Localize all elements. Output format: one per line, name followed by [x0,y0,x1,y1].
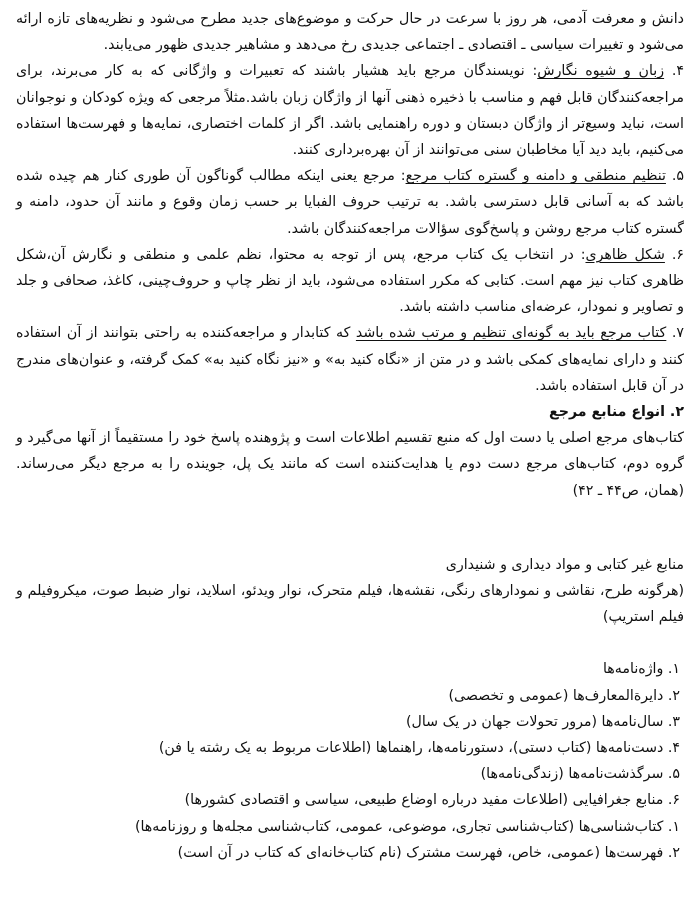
list-item: ۱. کتاب‌شناسی‌ها (کتاب‌شناسی تجاری، موضوعی، عمومی، کتاب‌شناسی مجله‌ها و روزنامه‌ها) [134,818,680,835]
item-text: که کتابدار و مراجعه‌کننده به راحتی بتوانند از آن استفاده کنند و دارای نمایه‌های کمکی باشد و در متن از «نگاه کنید به» و «نیز نگاه کنید به» کمک گرفته، و عنوان‌های مندرج در آن قابل استفاده باشد. [16,325,684,394]
item-number: ۷. [666,325,684,342]
list-item: ۵. سرگذشت‌نامه‌ها (زندگی‌نامه‌ها) [480,766,680,783]
section-heading: ۲. انواع منابع مرجع [549,404,684,421]
list-item: ۳. سال‌نامه‌ها (مرور تحولات جهان در یک سال) [406,713,680,730]
blank-space [16,630,684,656]
list-item: ۲. فهرست‌ها (عمومی، خاص، فهرست مشترک (نام کتاب‌خانه‌ای که کتاب در آن است) [177,844,680,861]
list-item: ۴. دست‌نامه‌ها (کتاب دستی)، دستورنامه‌ها، راهنماها (اطلاعات مربوط به یک رشته یا فن) [158,740,680,757]
criterion-item-5 [16,163,684,242]
blank-space [16,504,684,552]
item-title: زبان و شیوه نگارش [537,63,665,80]
item-title: شکل ظاهری [585,246,665,263]
item-text: : در انتخاب یک کتاب مرجع، پس از توجه به محتوا، نظم علمی و منطقی و نگارش آن،شکل ظاهری کتاب نیز مهم است. کتابی که مکرر استفاده می‌شود، باید از نظر چاپ و حروف‌چینی، کاغذ، صحافی و جلد و تصاویر و نمودار، عرضه‌ای مناسب داشته باشد. [16,246,684,316]
item-number: ۴. [664,63,684,80]
list-item: ۲. دایرةالمعارف‌ها (عمومی و تخصصی) [448,687,680,704]
item-text: : مرجع یعنی اینکه مطالب گوناگون آن طوری کنار هم چیده شده باشد که به آسانی قابل دسترسی باشد. به ترتیب حروف الفبایا بر حسب زمان وقوع و مانند آن حدود، دامنه و گستره کتاب مرجع روشن و پاسخ‌گوی سؤالات مراجعه‌کنندگان باشد. [16,168,684,237]
intro-paragraph: دانش و معرفت آدمی، هر روز با سرعت در حال حرکت و موضوع‌های جدید مطرح می‌شود و نظریه‌های تازه ارائه می‌شود و تغییرات سیاسی ـ اقتصادی ـ اجتماعی جدیدی رخ می‌دهد و مشاهیر جدیدی ظهور می‌یابند. [16,11,684,54]
item-text: : نویسندگان مرجع باید هشیار باشند که تعبیرات و واژگانی که به کار می‌برند، برای مراجعه‌کنندگان قابل فهم و مناسب با ذخیره ذهنی آنها از واژگان زبان باشد.مثلاً مرجعی که ویژه کودکان و نوجوانان است، نباید وسیع‌تر از واژگان دبستان و دوره راهنمایی باشد. اگر از کلمات اختصاری، نمایه‌ها و فهرست‌ها استفاده می‌کنیم، باید دید آیا مخاطبان سنی می‌توانند از آن بهره‌برداری کنند. [16,63,684,159]
item-title: کتاب مرجع باید به گونه‌ای تنظیم و مرتب شده باشد [355,325,667,342]
guide-sources-list [16,814,684,866]
criterion-item-4 [16,58,684,163]
list-item: ۱. واژه‌نامه‌ها [602,661,680,678]
reference-types-list [16,656,684,813]
section-paragraph: کتاب‌های مرجع اصلی یا دست اول که منبع تقسیم اطلاعات است و پژوهنده پاسخ خود را مستقیماً از آنها می‌گیرد و گروه دوم، کتاب‌های مرجع دست دوم یا هدایت‌کننده است که مانند یک پل، جوینده را به مرجع دیگر می‌رساند. (همان، ص۴۴ ـ ۴۲) [16,430,684,499]
item-title: تنظیم منطقی و دامنه و گستره کتاب مرجع [405,168,666,185]
list-item: ۶. منابع جغرافیایی (اطلاعات مفید درباره اوضاع طبیعی، سیاسی و اقتصادی کشورها) [184,792,680,809]
nonbook-title: منابع غیر کتابی و مواد دیداری و شنیداری [445,556,684,573]
criterion-item-6 [16,242,684,321]
criterion-item-7 [16,320,684,399]
nonbook-description: (هرگونه طرح، نقاشی و نمودارهای رنگی، نقشه‌ها، فیلم متحرک، نوار ویدئو، اسلاید، نوار ضبط صوت، میکروفیلم و فیلم استریپ) [16,583,684,626]
item-number: ۵. [665,168,685,185]
item-number: ۶. [664,246,684,263]
